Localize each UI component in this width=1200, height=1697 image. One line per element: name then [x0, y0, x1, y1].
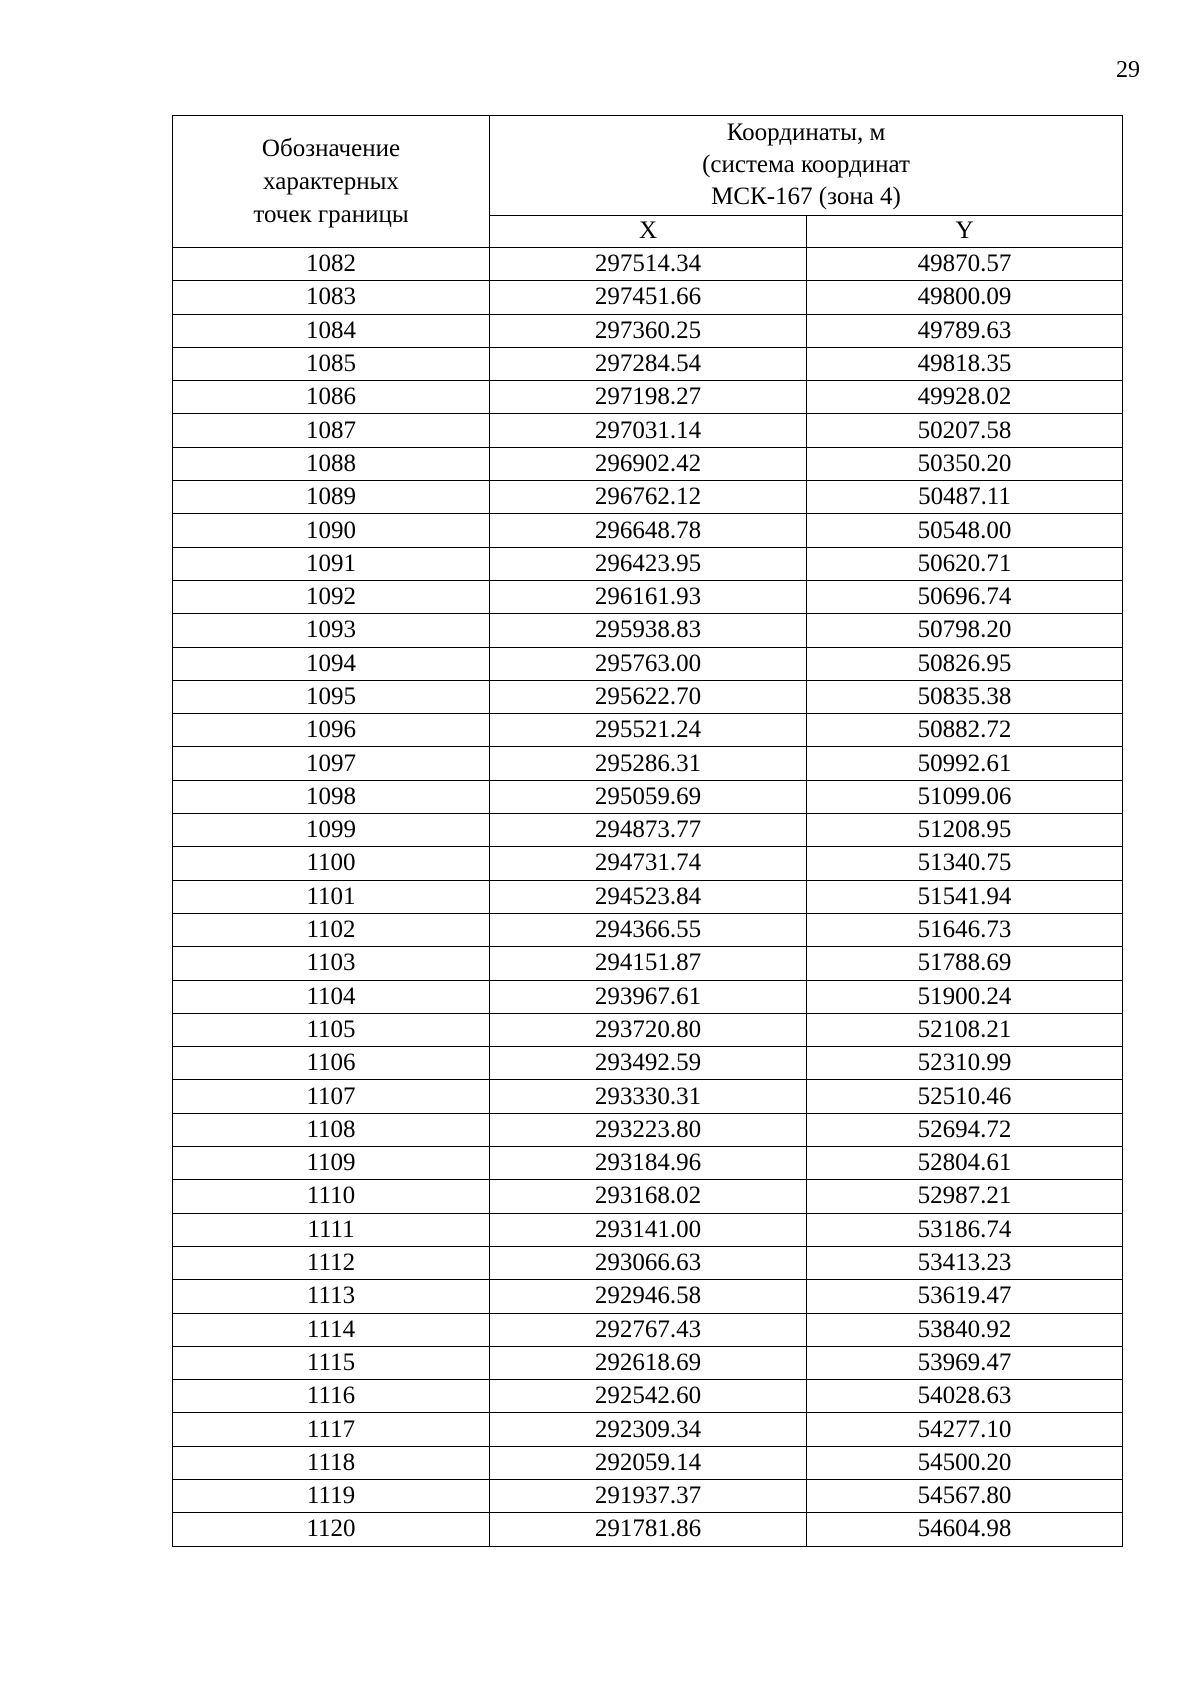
y-coordinate-cell: 50696.74	[807, 580, 1123, 613]
table-row	[173, 248, 1123, 281]
x-coordinate-cell: 297514.34	[490, 248, 807, 281]
y-coordinate-cell: 54567.80	[807, 1479, 1123, 1512]
y-coordinate-cell: 50548.00	[807, 514, 1123, 547]
x-coordinate-cell: 295763.00	[490, 647, 807, 680]
table-row	[173, 1513, 1123, 1546]
x-coordinate-cell: 296648.78	[490, 514, 807, 547]
coordinates-header: Координаты, м (система координат МСК-167 (зона 4)	[490, 116, 1123, 216]
point-id-cell: 1086	[173, 381, 490, 414]
table-row	[173, 414, 1123, 447]
page-number: 29	[1116, 57, 1140, 83]
x-coordinate-cell: 295286.31	[490, 747, 807, 780]
table-row	[173, 614, 1123, 647]
x-coordinate-cell: 297451.66	[490, 281, 807, 314]
y-coordinate-cell: 52108.21	[807, 1013, 1123, 1046]
y-coordinate-cell: 50992.61	[807, 747, 1123, 780]
x-coordinate-cell: 293223.80	[490, 1113, 807, 1146]
table-row	[173, 1180, 1123, 1213]
x-coordinate-cell: 297198.27	[490, 381, 807, 414]
x-coordinate-cell: 292767.43	[490, 1313, 807, 1346]
y-coordinate-cell: 51900.24	[807, 980, 1123, 1013]
x-coordinate-cell: 292309.34	[490, 1413, 807, 1446]
table-row	[173, 1280, 1123, 1313]
table-header	[173, 116, 1123, 248]
point-id-cell: 1104	[173, 980, 490, 1013]
point-id-cell: 1114	[173, 1313, 490, 1346]
y-coordinate-cell: 52987.21	[807, 1180, 1123, 1213]
x-coordinate-cell: 296423.95	[490, 547, 807, 580]
x-coordinate-cell: 296161.93	[490, 580, 807, 613]
x-coordinate-cell: 292946.58	[490, 1280, 807, 1313]
table-row	[173, 547, 1123, 580]
table-row	[173, 447, 1123, 480]
x-coordinate-cell: 292542.60	[490, 1380, 807, 1413]
point-id-cell: 1083	[173, 281, 490, 314]
point-id-cell: 1105	[173, 1013, 490, 1046]
y-coordinate-cell: 54500.20	[807, 1446, 1123, 1479]
point-id-cell: 1099	[173, 814, 490, 847]
table-row	[173, 780, 1123, 813]
point-id-cell: 1094	[173, 647, 490, 680]
y-coordinate-cell: 51788.69	[807, 947, 1123, 980]
y-coordinate-cell: 52310.99	[807, 1047, 1123, 1080]
x-coordinate-cell: 296902.42	[490, 447, 807, 480]
point-id-cell: 1117	[173, 1413, 490, 1446]
y-coordinate-cell: 49789.63	[807, 314, 1123, 347]
table-body	[173, 248, 1123, 1547]
y-coordinate-cell: 52510.46	[807, 1080, 1123, 1113]
point-id-cell: 1112	[173, 1246, 490, 1279]
y-coordinate-cell: 49800.09	[807, 281, 1123, 314]
table-row	[173, 1013, 1123, 1046]
point-id-cell: 1116	[173, 1380, 490, 1413]
y-coordinate-cell: 49928.02	[807, 381, 1123, 414]
x-coordinate-cell: 297031.14	[490, 414, 807, 447]
point-id-cell: 1085	[173, 347, 490, 380]
table-row	[173, 747, 1123, 780]
x-coordinate-cell: 292059.14	[490, 1446, 807, 1479]
y-coordinate-cell: 50798.20	[807, 614, 1123, 647]
table-row	[173, 1047, 1123, 1080]
table-row	[173, 647, 1123, 680]
y-coordinate-cell: 51340.75	[807, 847, 1123, 880]
table-row	[173, 381, 1123, 414]
point-id-cell: 1102	[173, 913, 490, 946]
point-id-cell: 1087	[173, 414, 490, 447]
y-coordinate-cell: 50826.95	[807, 647, 1123, 680]
table-row	[173, 1213, 1123, 1246]
x-coordinate-cell: 293492.59	[490, 1047, 807, 1080]
point-id-cell: 1090	[173, 514, 490, 547]
y-coordinate-cell: 50882.72	[807, 714, 1123, 747]
y-coordinate-cell: 53969.47	[807, 1346, 1123, 1379]
x-coordinate-cell: 295622.70	[490, 680, 807, 713]
point-id-cell: 1089	[173, 481, 490, 514]
x-coordinate-cell: 293066.63	[490, 1246, 807, 1279]
y-coordinate-cell: 50620.71	[807, 547, 1123, 580]
point-id-cell: 1120	[173, 1513, 490, 1546]
y-coordinate-cell: 49818.35	[807, 347, 1123, 380]
x-coordinate-cell: 295521.24	[490, 714, 807, 747]
table-row	[173, 714, 1123, 747]
point-id-cell: 1115	[173, 1346, 490, 1379]
table-row	[173, 847, 1123, 880]
point-id-cell: 1118	[173, 1446, 490, 1479]
table-row	[173, 814, 1123, 847]
point-id-cell: 1082	[173, 248, 490, 281]
point-id-cell: 1084	[173, 314, 490, 347]
point-id-cell: 1096	[173, 714, 490, 747]
table-row	[173, 1346, 1123, 1379]
x-coordinate-cell: 293330.31	[490, 1080, 807, 1113]
point-id-cell: 1103	[173, 947, 490, 980]
y-coordinate-cell: 51099.06	[807, 780, 1123, 813]
table-row	[173, 880, 1123, 913]
x-coordinate-cell: 293967.61	[490, 980, 807, 1013]
point-id-cell: 1109	[173, 1147, 490, 1180]
point-id-cell: 1110	[173, 1180, 490, 1213]
table-row	[173, 481, 1123, 514]
point-id-cell: 1111	[173, 1213, 490, 1246]
y-coordinate-cell: 50487.11	[807, 481, 1123, 514]
table-row	[173, 1113, 1123, 1146]
table-row	[173, 514, 1123, 547]
point-id-cell: 1119	[173, 1479, 490, 1512]
point-id-cell: 1095	[173, 680, 490, 713]
table-row	[173, 913, 1123, 946]
y-coordinate-cell: 53840.92	[807, 1313, 1123, 1346]
x-coordinate-cell: 294523.84	[490, 880, 807, 913]
y-coordinate-cell: 52804.61	[807, 1147, 1123, 1180]
table-row	[173, 1147, 1123, 1180]
x-header: X	[490, 215, 807, 247]
x-coordinate-cell: 292618.69	[490, 1346, 807, 1379]
x-coordinate-cell: 293168.02	[490, 1180, 807, 1213]
table-row	[173, 1313, 1123, 1346]
point-id-cell: 1106	[173, 1047, 490, 1080]
x-coordinate-cell: 295059.69	[490, 780, 807, 813]
table-row	[173, 314, 1123, 347]
y-coordinate-cell: 51541.94	[807, 880, 1123, 913]
table-row	[173, 1413, 1123, 1446]
point-id-cell: 1091	[173, 547, 490, 580]
table-row	[173, 281, 1123, 314]
x-coordinate-cell: 293720.80	[490, 1013, 807, 1046]
point-label-header: Обозначение характерных точек границы	[173, 116, 490, 248]
x-coordinate-cell: 294151.87	[490, 947, 807, 980]
x-coordinate-cell: 294873.77	[490, 814, 807, 847]
y-coordinate-cell: 53619.47	[807, 1280, 1123, 1313]
x-coordinate-cell: 294731.74	[490, 847, 807, 880]
y-coordinate-cell: 52694.72	[807, 1113, 1123, 1146]
y-coordinate-cell: 50350.20	[807, 447, 1123, 480]
x-coordinate-cell: 294366.55	[490, 913, 807, 946]
x-coordinate-cell: 297284.54	[490, 347, 807, 380]
y-coordinate-cell: 49870.57	[807, 248, 1123, 281]
y-coordinate-cell: 50835.38	[807, 680, 1123, 713]
coordinates-table	[172, 115, 1123, 1547]
x-coordinate-cell: 293141.00	[490, 1213, 807, 1246]
y-coordinate-cell: 53413.23	[807, 1246, 1123, 1279]
table-row	[173, 980, 1123, 1013]
y-coordinate-cell: 51646.73	[807, 913, 1123, 946]
x-coordinate-cell: 291781.86	[490, 1513, 807, 1546]
y-coordinate-cell: 50207.58	[807, 414, 1123, 447]
table-row	[173, 947, 1123, 980]
point-id-cell: 1100	[173, 847, 490, 880]
y-coordinate-cell: 54604.98	[807, 1513, 1123, 1546]
point-id-cell: 1113	[173, 1280, 490, 1313]
table-row	[173, 1479, 1123, 1512]
x-coordinate-cell: 297360.25	[490, 314, 807, 347]
table-row	[173, 1446, 1123, 1479]
x-coordinate-cell: 295938.83	[490, 614, 807, 647]
point-id-cell: 1107	[173, 1080, 490, 1113]
x-coordinate-cell: 296762.12	[490, 481, 807, 514]
point-id-cell: 1097	[173, 747, 490, 780]
point-id-cell: 1088	[173, 447, 490, 480]
y-header: Y	[807, 215, 1123, 247]
table-row	[173, 1380, 1123, 1413]
table-row	[173, 347, 1123, 380]
point-id-cell: 1101	[173, 880, 490, 913]
point-id-cell: 1098	[173, 780, 490, 813]
table-row	[173, 680, 1123, 713]
point-id-cell: 1108	[173, 1113, 490, 1146]
x-coordinate-cell: 293184.96	[490, 1147, 807, 1180]
y-coordinate-cell: 54277.10	[807, 1413, 1123, 1446]
table-row	[173, 1246, 1123, 1279]
y-coordinate-cell: 53186.74	[807, 1213, 1123, 1246]
y-coordinate-cell: 54028.63	[807, 1380, 1123, 1413]
point-id-cell: 1093	[173, 614, 490, 647]
table-row	[173, 1080, 1123, 1113]
table-row	[173, 580, 1123, 613]
y-coordinate-cell: 51208.95	[807, 814, 1123, 847]
x-coordinate-cell: 291937.37	[490, 1479, 807, 1512]
point-id-cell: 1092	[173, 580, 490, 613]
